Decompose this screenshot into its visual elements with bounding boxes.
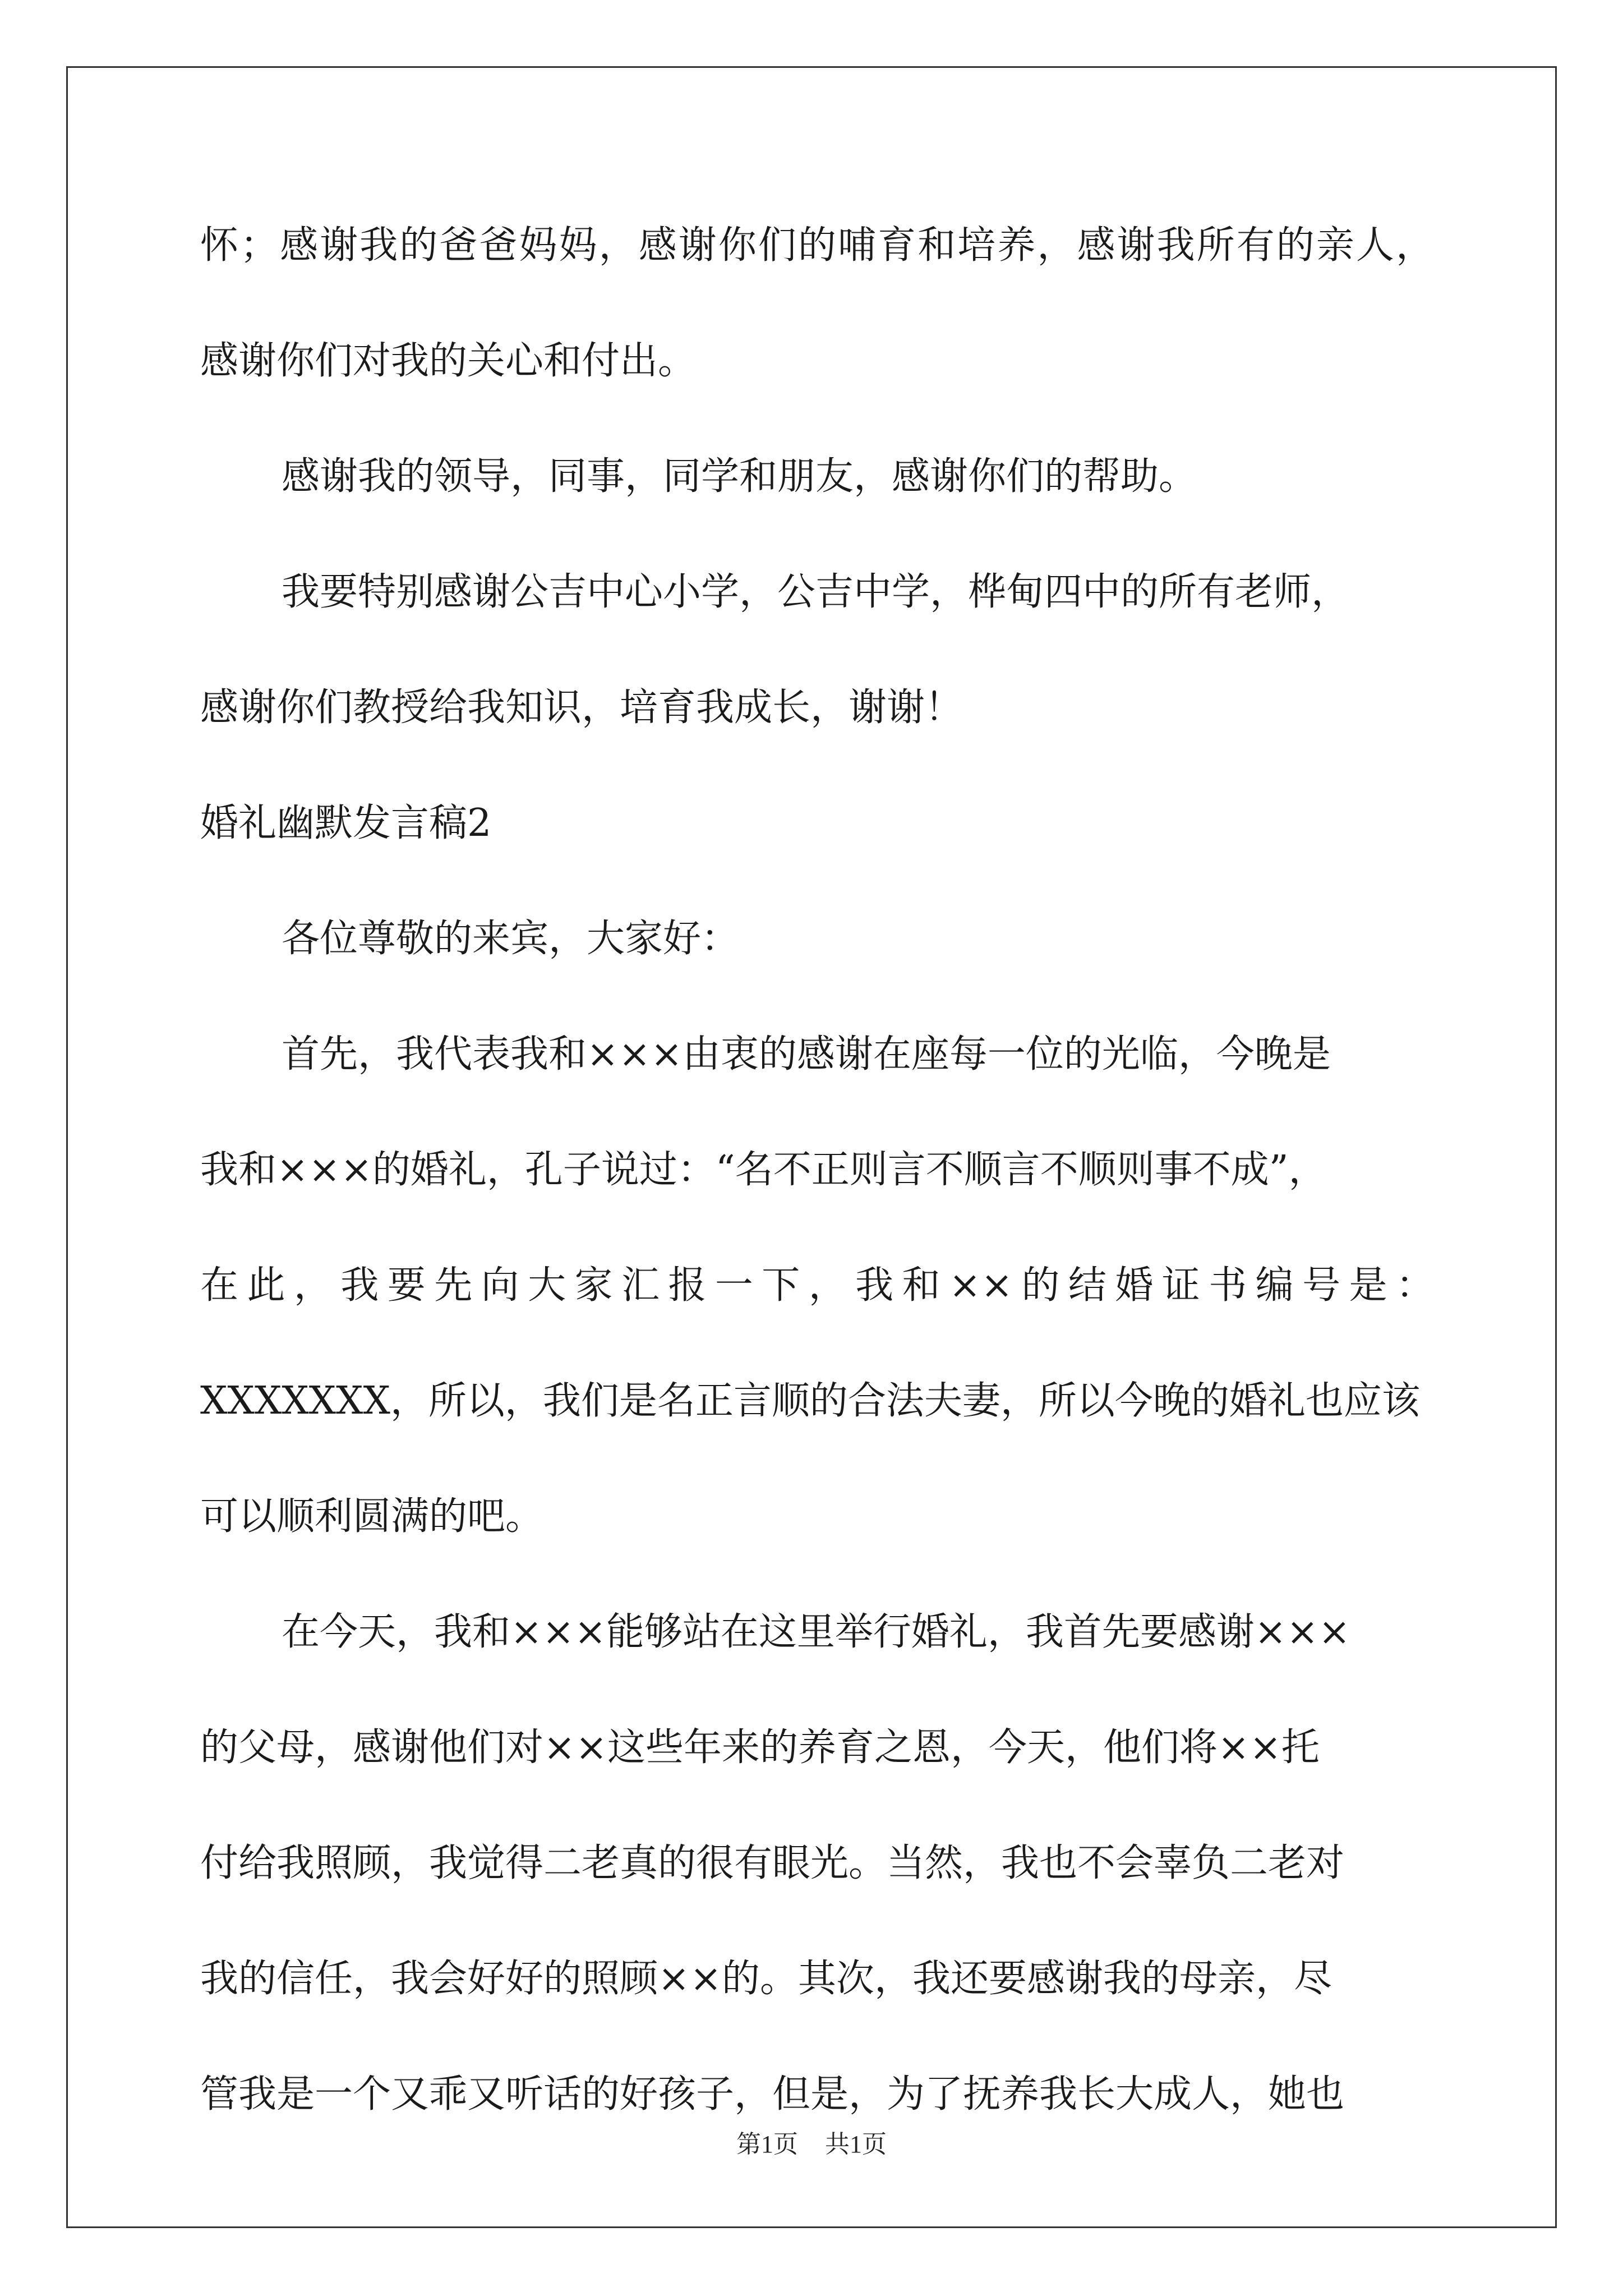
paragraph-line: 感谢我的领导，同事，同学和朋友，感谢你们的帮助。 [282, 454, 1197, 499]
text-line: XXXXXXX，所以，我们是名正言顺的合法夫妻，所以今晚的婚礼也应该 [200, 1379, 1420, 1423]
text-line: 怀；感谢我的爸爸妈妈，感谢你们的哺育和培养，感谢我所有的亲人， [200, 223, 1434, 268]
page-total: 共1页 [825, 2131, 887, 2158]
text-line: 感谢你们教授给我知识，培育我成长，谢谢！ [200, 685, 963, 730]
text-line: 管我是一个又乖又听话的好孩子，但是，为了抚养我长大成人，她也 [200, 2072, 1345, 2116]
text-line: 我的信任，我会好好的照顾××的。其次，我还要感谢我的母亲，尽 [200, 1957, 1332, 2001]
section-heading: 婚礼幽默发言稿2 [200, 801, 492, 845]
greeting-line: 各位尊敬的来宾，大家好： [282, 917, 740, 961]
paragraph-line: 我要特别感谢公吉中心小学，公吉中学，桦甸四中的所有老师， [282, 570, 1350, 614]
text-line: 可以顺利圆满的吧。 [200, 1494, 544, 1539]
text-line: 感谢你们对我的关心和付出。 [200, 339, 697, 383]
text-line: 的父母，感谢他们对××这些年来的养育之恩，今天，他们将××托 [200, 1726, 1320, 1770]
text-line: 付给我照顾，我觉得二老真的很有眼光。当然，我也不会辜负二老对 [200, 1841, 1345, 1885]
paragraph-line: 在今天，我和×××能够站在这里举行婚礼，我首先要感谢××× [282, 1610, 1350, 1654]
text-line: 在此，我要先向大家汇报一下，我和××的结婚证书编号是： [200, 1263, 1434, 1308]
page-footer [0, 2129, 1623, 2160]
text-line: 我和×××的婚礼，孔子说过：“名不正则言不顺言不顺则事不成”， [200, 1148, 1327, 1192]
paragraph-line: 首先，我代表我和×××由衷的感谢在座每一位的光临，今晚是 [282, 1032, 1331, 1076]
page-number: 第1页 [736, 2131, 798, 2158]
